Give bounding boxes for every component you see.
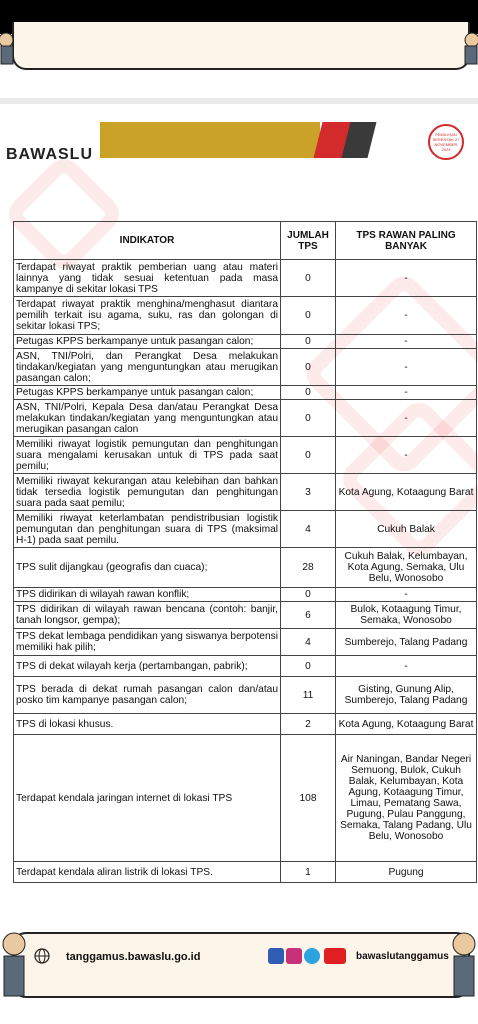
- indicator-cell: TPS sulit dijangkau (geografis dan cuaca);: [14, 548, 281, 588]
- table-row: [14, 677, 477, 714]
- table-row: [14, 735, 477, 862]
- location-cell: -: [336, 297, 477, 335]
- indicator-cell: Petugas KPPS berkampanye untuk pasangan calon;: [14, 335, 281, 349]
- location-cell: -: [336, 400, 477, 437]
- facebook-icon[interactable]: [268, 948, 284, 964]
- website-link[interactable]: tanggamus.bawaslu.go.id: [66, 951, 201, 963]
- top-footer-card: [12, 22, 470, 70]
- location-cell: Cukuh Balak, Kelumbayan, Kota Agung, Semaka, Ulu Belu, Wonosobo: [336, 548, 477, 588]
- table-row: [14, 629, 477, 656]
- location-cell: -: [336, 386, 477, 400]
- indicator-cell: TPS dekat lembaga pendidikan yang siswanya berpotensi memiliki hak pilih;: [14, 629, 281, 656]
- count-cell: 4: [281, 629, 336, 656]
- table-row: [14, 548, 477, 588]
- count-cell: 1: [281, 862, 336, 883]
- location-cell: Bulok, Kotaagung Timur, Semaka, Wonosobo: [336, 602, 477, 629]
- indicator-cell: TPS di lokasi khusus.: [14, 714, 281, 735]
- footer-card: [12, 932, 470, 998]
- table-row: [14, 656, 477, 677]
- divider: [0, 98, 478, 104]
- social-handle: bawaslutanggamus: [356, 951, 449, 962]
- location-cell: -: [336, 437, 477, 474]
- table-row: [14, 349, 477, 386]
- count-cell: 6: [281, 602, 336, 629]
- header-jumlah: JUMLAH TPS: [281, 222, 336, 260]
- count-cell: 0: [281, 656, 336, 677]
- indicator-cell: Memiliki riwayat logistik pemungutan dan penghitungan suara mengalami kerusakan untuk di TPS pada saat pemilu;: [14, 437, 281, 474]
- indicator-cell: Memiliki riwayat keterlambatan pendistribusian logistik pemungutan dan penghitungan suara di TPS (maksimal H-1) pada saat pemilu.: [14, 511, 281, 548]
- count-cell: 0: [281, 335, 336, 349]
- header-indikator: INDIKATOR: [14, 222, 281, 260]
- location-cell: Gisting, Gunung Alip, Sumberejo, Talang Padang: [336, 677, 477, 714]
- indicator-cell: TPS didirikan di wilayah rawan konflik;: [14, 588, 281, 602]
- indicator-cell: TPS didirikan di wilayah rawan bencana (contoh: banjir, tanah longsor, gempa);: [14, 602, 281, 629]
- table-row: [14, 588, 477, 602]
- table-row: [14, 400, 477, 437]
- location-cell: Kota Agung, Kotaagung Barat: [336, 714, 477, 735]
- indicator-table: [13, 221, 477, 883]
- location-cell: Sumberejo, Talang Padang: [336, 629, 477, 656]
- location-cell: Air Naningan, Bandar Negeri Semuong, Bulok, Cukuh Balak, Kelumbayan, Kota Agung, Kotaagung Timur, Limau, Pematang Sawa, Pugung, Pulau Panggung, Semaka, Talang Padang, Ulu Belu, Wonosobo: [336, 735, 477, 862]
- count-cell: 2: [281, 714, 336, 735]
- location-cell: Pugung: [336, 862, 477, 883]
- table-row: [14, 260, 477, 297]
- location-cell: -: [336, 335, 477, 349]
- count-cell: 0: [281, 260, 336, 297]
- indicator-cell: Terdapat riwayat praktik menghina/menghasut diantara pemilih terkait isu agama, suku, ras dan golongan di sekitar lokasi TPS;: [14, 297, 281, 335]
- count-cell: 0: [281, 588, 336, 602]
- mascot-icon: [460, 30, 478, 66]
- header-tps-rawan: TPS RAWAN PALING BANYAK: [336, 222, 477, 260]
- table-row: [14, 335, 477, 349]
- table-row: [14, 602, 477, 629]
- youtube-icon[interactable]: [324, 948, 346, 964]
- mascot-icon: [0, 30, 18, 66]
- globe-icon: [34, 948, 50, 964]
- location-cell: Cukuh Balak: [336, 511, 477, 548]
- count-cell: 0: [281, 349, 336, 386]
- count-cell: 108: [281, 735, 336, 862]
- location-cell: -: [336, 349, 477, 386]
- location-cell: -: [336, 260, 477, 297]
- table-row: [14, 437, 477, 474]
- indicator-cell: Petugas KPPS berkampanye untuk pasangan calon;: [14, 386, 281, 400]
- table-row: [14, 511, 477, 548]
- mascot-right-icon: [448, 930, 478, 1000]
- location-cell: -: [336, 656, 477, 677]
- table-row: [14, 297, 477, 335]
- table-row: [14, 474, 477, 511]
- twitter-icon[interactable]: [304, 948, 320, 964]
- count-cell: 0: [281, 386, 336, 400]
- table-row: [14, 714, 477, 735]
- indicator-cell: TPS berada di dekat rumah pasangan calon dan/atau posko tim kampanye pasangan calon;: [14, 677, 281, 714]
- count-cell: 4: [281, 511, 336, 548]
- location-cell: Kota Agung, Kotaagung Barat: [336, 474, 477, 511]
- indicator-cell: ASN, TNI/Polri, dan Perangkat Desa melakukan tindakan/kegiatan yang menguntungkan atau merugikan pasangan calon;: [14, 349, 281, 386]
- indicator-cell: TPS di dekat wilayah kerja (pertambangan, pabrik);: [14, 656, 281, 677]
- indicator-cell: ASN, TNI/Polri, Kepala Desa dan/atau Perangkat Desa melakukan tindakan/kegiatan yang menguntungkan atau merugikan pasangan calon: [14, 400, 281, 437]
- table-row: [14, 386, 477, 400]
- table-row: [14, 862, 477, 883]
- election-badge: PEMILIHAN SERENTAK 27 NOVEMBER 2024: [428, 124, 464, 160]
- count-cell: 28: [281, 548, 336, 588]
- header-stripe-gold: [100, 122, 320, 158]
- mascot-left-icon: [0, 930, 30, 1000]
- indicator-cell: Terdapat kendala aliran listrik di lokasi TPS.: [14, 862, 281, 883]
- count-cell: 0: [281, 437, 336, 474]
- count-cell: 11: [281, 677, 336, 714]
- count-cell: 0: [281, 400, 336, 437]
- count-cell: 3: [281, 474, 336, 511]
- indicator-cell: Memiliki riwayat kekurangan atau kelebihan dan bahkan tidak tersedia logistik pemungutan dan penghitungan suara pada saat pemilu;: [14, 474, 281, 511]
- bawaslu-logo: BAWASLU: [6, 146, 93, 163]
- indicator-cell: Terdapat riwayat praktik pemberian uang atau materi lainnya yang tidak sesuai ketentuan pada masa kampanye di sekitar lokasi TPS: [14, 260, 281, 297]
- indicator-cell: Terdapat kendala jaringan internet di lokasi TPS: [14, 735, 281, 862]
- instagram-icon[interactable]: [286, 948, 302, 964]
- count-cell: 0: [281, 297, 336, 335]
- location-cell: -: [336, 588, 477, 602]
